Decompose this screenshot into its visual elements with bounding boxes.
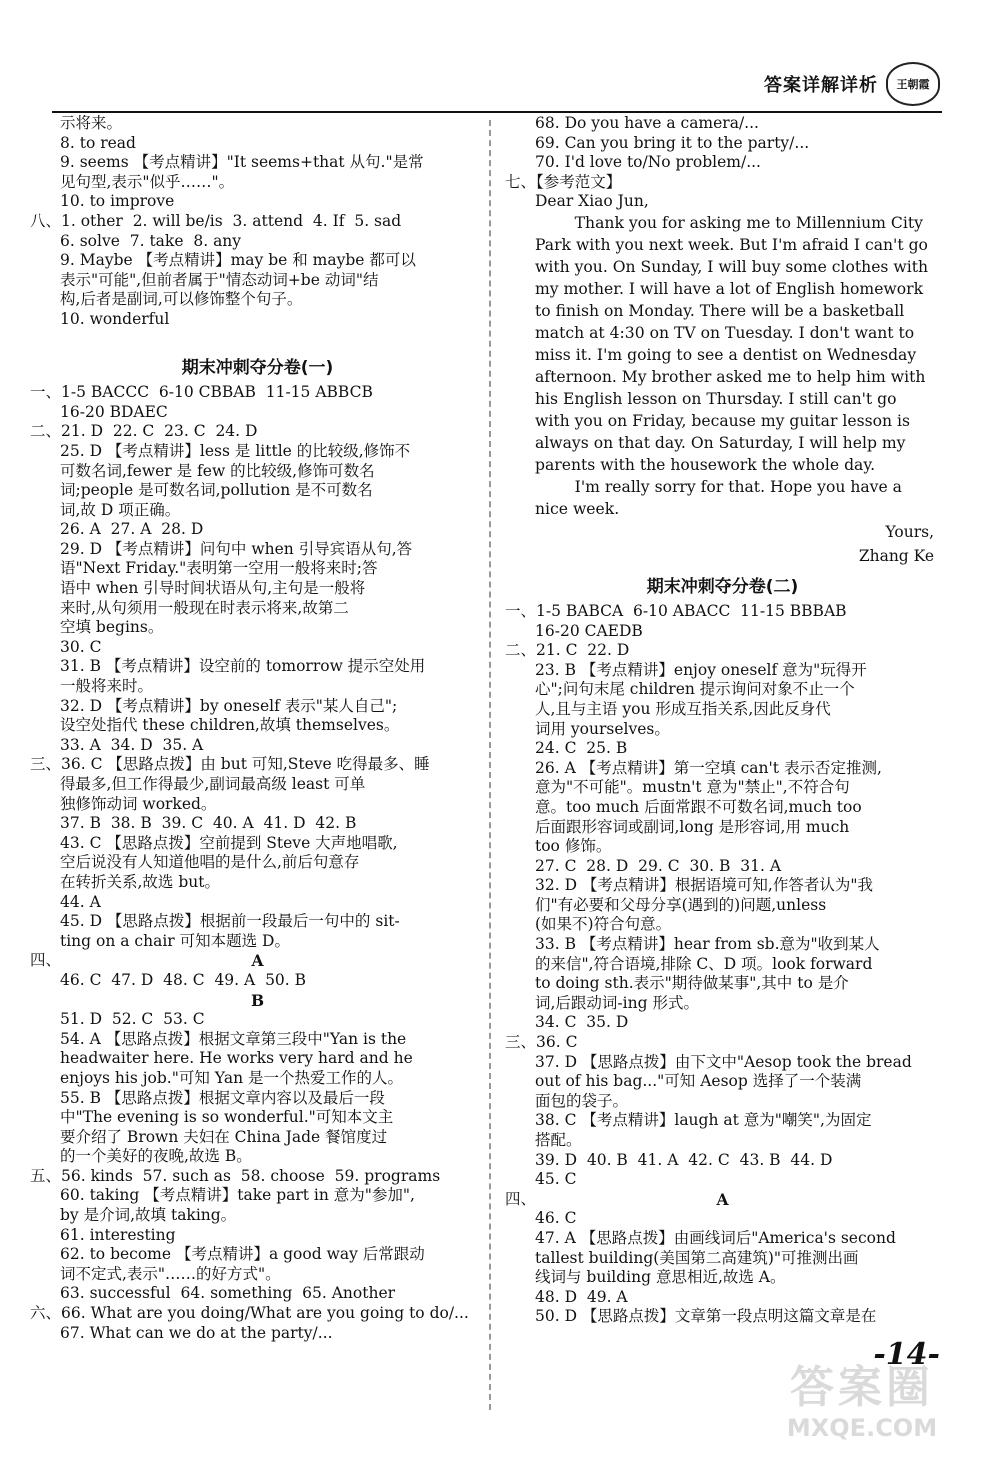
answer-line: 50. D 【思路点拨】文章第一段点明这篇文章是在 [535,1307,877,1326]
answer-line: 63. successful 64. something 65. Another [60,1284,396,1303]
answer-line: 可数名词,fewer 是 few 的比较级,修饰可数名 [60,461,375,480]
answer-line: 独修饰动词 worked。 [60,794,217,813]
answer-text: 四、 [30,951,62,970]
section-heading: 期末冲刺夺分卷(一) [181,358,334,379]
answer-line: Dear Xiao Jun, [535,192,649,211]
essay-line: miss it. I'm going to see a dentist on Wednesday [535,345,917,364]
answer-line: 60. taking 【考点精讲】take part in 意为"参加", [60,1186,415,1205]
answer-line: 示将来。 [60,114,123,132]
answer-line: 46. C [535,1209,577,1228]
answer-line: 得最多,但工作得最少,副词最高级 least 可单 [60,775,366,793]
answer-line: 8. to read [60,133,136,152]
answer-line: 面包的袋子。 [535,1091,629,1110]
essay-line: his English lesson on Thursday. I still can't go [535,389,897,408]
answer-line: 表示"可能",但前者属于"情态动词+be 动词"结 [60,270,379,289]
answer-line: 二、21. D 22. C 23. C 24. D [30,422,258,441]
answer-line: 10. to improve [60,192,175,211]
watermark-text: 答案圈 [790,1362,934,1413]
answer-line: 们"有必要和父母分享(遇到的)问题,unless [535,895,827,914]
answer-line: 八、1. other 2. will be/is 3. attend 4. If 5. sad [30,211,402,230]
answer-line: 47. A 【思路点拨】由画线词后"America's second [535,1228,896,1247]
answer-line: by 是介词,故填 taking。 [60,1206,237,1225]
page-number: -14- [873,1337,940,1372]
answer-line: 中"The evening is so wonderful."可知本文主 [60,1108,394,1127]
answer-line: out of his bag..."可知 Aesop 选择了一个装满 [535,1072,862,1091]
answer-line: 16-20 BDAEC [60,402,168,421]
answer-line: 意为"不可能"。mustn't 意为"禁止",不符合句 [535,778,850,797]
answer-line: 37. D 【思路点拨】由下文中"Aesop took the bread [535,1052,912,1071]
answer-line: enjoys his job."可知 Yan 是一个热爱工作的人。 [60,1068,403,1087]
answer-line: 设空处指代 these children,故填 themselves。 [60,716,400,735]
answer-line: 24. C 25. B [535,739,628,758]
answer-line: 七、【参考范文】 [505,172,622,191]
answer-line: 31. B 【考点精讲】设空前的 tomorrow 提示空处用 [60,657,426,676]
answer-line: 9. seems 【考点精讲】"It seems+that 从句."是常 [60,153,424,172]
section-heading: 期末冲刺夺分卷(二) [646,576,799,597]
answer-line: 见句型,表示"似乎……"。 [60,172,235,191]
essay-line: Park with you next week. But I'm afraid I can't go [535,235,928,254]
answer-line: 人,且与主语 you 形成互指关系,因此反身代 [535,699,831,718]
answer-line: headwaiter here. He works very hard and he [60,1049,413,1068]
essay-line: my mother. I will have a lot of English homework [535,279,924,298]
answer-line: 三、36. C [505,1033,578,1052]
answer-line: 38. C 【考点精讲】laugh at 意为"嘲笑",为固定 [535,1111,872,1130]
answer-line: 来时,从句须用一般现在时表示将来,故第二 [60,598,349,617]
answer-line: 词,后跟动词-ing 形式。 [535,993,699,1012]
answer-line: 54. A 【思路点拨】根据文章第三段中"Yan is the [60,1029,407,1048]
essay-line: parents with the housework the whole day. [535,455,876,474]
answer-line: 空后说没有人知道他唱的是什么,前后句意存 [60,853,360,872]
answer-line: 32. D 【考点精讲】根据语境可知,作答者认为"我 [535,876,873,895]
answer-line: 39. D 40. B 41. A 42. C 43. B 44. D [535,1150,833,1169]
answer-line: 一般将来时。 [60,677,154,696]
answer-line: 后面跟形容词或副词,long 是形容词,用 much [535,817,850,836]
answer-line: 9. Maybe 【考点精讲】may be 和 maybe 都可以 [60,251,416,270]
answer-line: 44. A [60,892,101,911]
page-header [764,62,940,106]
answer-line: 43. C 【思路点拨】空前提到 Steve 大声地唱歌, [60,833,398,852]
essay-line: I'm really sorry for that. Hope you have a [535,477,902,496]
answer-line: 61. interesting [60,1225,176,1244]
answer-line: 25. D 【考点精讲】less 是 little 的比较级,修饰不 [60,441,411,460]
answer-line: 空填 begins。 [60,618,164,637]
answer-line [30,330,485,350]
essay-line: match at 4:30 on TV on Tuesday. I don't want to [535,323,915,342]
answer-line: 45. C [535,1170,577,1189]
answer-line: 33. A 34. D 35. A [60,735,204,754]
answer-line: 62. to become 【考点精讲】a good way 后常跟动 [60,1245,425,1264]
answer-line: 6. solve 7. take 8. any [60,231,242,250]
model-essay [505,212,940,520]
answer-line [30,951,485,971]
answer-line: 10. wonderful [60,309,170,328]
right-column [505,114,940,1327]
answer-text: 四、 [505,1189,537,1208]
passage-label: B [250,990,265,1010]
answer-line: 23. B 【考点精讲】enjoy oneself 意为"玩得开 [535,660,867,679]
answer-line: ting on a chair 可知本题选 D。 [60,931,290,950]
passage-label: A [251,951,264,971]
essay-line: to finish on Monday. There will be a basketball [535,301,905,320]
answer-line: 构,后者是副词,可以修饰整个句子。 [60,290,303,309]
essay-line: always on that day. On Saturday, I will help my [535,433,906,452]
passage-label: A [716,1189,729,1209]
answer-line: 70. I'd love to/No problem/... [535,153,761,172]
essay-line: nice week. [535,499,620,518]
answer-line: 五、56. kinds 57. such as 58. choose 59. programs [30,1166,441,1185]
answer-line: 词;people 是可数名词,pollution 是不可数名 [60,481,373,500]
answer-line: 32. D 【考点精讲】by oneself 表示"某人自己"; [60,696,398,715]
answer-line: 的一个美好的夜晚,故选 B。 [60,1147,252,1166]
answer-line: 意。too much 后面常跟不可数名词,much too [535,797,862,816]
answer-line: 30. C [60,637,102,656]
essay-line: Thank you for asking me to Millennium City [535,213,923,232]
answer-line: 26. A 27. A 28. D [60,520,204,539]
answer-line: 67. What can we do at the party/... [60,1323,333,1342]
header-title: 答案详解详析 [764,75,878,96]
answer-line: 48. D 49. A [535,1287,628,1306]
answer-line: 心";问句末尾 children 提示询问对象不止一个 [535,680,855,699]
answer-line: 二、21. C 22. D [505,641,630,660]
essay-signature: Zhang Ke [858,546,934,565]
answer-line: 34. C 35. D [535,1013,629,1032]
answer-line: 六、66. What are you doing/What are you going to do/... [30,1304,469,1323]
answer-line: 一、1-5 BABCA 6-10 ABACC 11-15 BBBAB [505,601,847,620]
answer-line: 语"Next Friday."表明第一空用一般将来时;答 [60,559,378,578]
essay-line: with you. On Sunday, I will buy some clothes with [535,257,929,276]
answer-line: 语中 when 引导时间状语从句,主句是一般将 [60,579,366,598]
right-column-bottom [505,574,940,1327]
answer-line: 27. C 28. D 29. C 30. B 31. A [535,856,782,875]
column-divider [489,120,491,1410]
essay-closing: Yours, [885,522,934,541]
left-column [30,114,485,1343]
answer-line: (如果不)符合句意。 [535,915,672,934]
answer-line: 16-20 CAEDB [535,621,643,640]
answer-line: 46. C 47. D 48. C 49. A 50. B [60,970,307,989]
answer-line [505,1190,940,1210]
watermark-url: MXQE.COM [786,1414,938,1442]
answer-line: 26. A 【考点精讲】第一空填 can't 表示否定推测, [535,758,882,777]
answer-line: 69. Can you bring it to the party/... [535,133,810,152]
answer-line: 37. B 38. B 39. C 40. A 41. D 42. B [60,814,357,833]
answer-line: 一、1-5 BACCC 6-10 CBBAB 11-15 ABBCB [30,383,373,402]
essay-line: afternoon. My brother asked me to help him with [535,367,926,386]
answer-line: 三、36. C 【思路点拨】由 but 可知,Steve 吃得最多、睡 [30,755,430,774]
right-column-top [505,114,940,212]
answer-line: 55. B 【思路点拨】根据文章内容以及最后一段 [60,1088,385,1107]
answer-line: 45. D 【思路点拨】根据前一段最后一句中的 sit- [60,912,400,931]
essay-line: with you on Friday, because my guitar lesson is [535,411,910,430]
answer-line: 词不定式,表示"……的好方式"。 [60,1264,281,1283]
answer-line: 在转折关系,故选 but。 [60,872,220,891]
answer-line: to doing sth.表示"期待做某事",其中 to 是介 [535,974,849,993]
answer-line: 68. Do you have a camera/... [535,114,759,132]
answer-line: 线词与 building 意思相近,故选 A。 [535,1268,786,1287]
header-rule [52,111,942,113]
publisher-logo: 王朝霞 [886,62,940,106]
answer-line: 的来信",符合语境,排除 C、D 项。look forward [535,954,873,973]
watermark [752,1362,972,1452]
answer-line: 搭配。 [535,1131,582,1149]
answer-line: too 修饰。 [535,837,612,856]
answer-line: 29. D 【考点精讲】问句中 when 引导宾语从句,答 [60,539,413,558]
answer-line: 词用 yourselves。 [535,719,670,738]
answer-line: 要介绍了 Brown 夫妇在 China Jade 餐馆度过 [60,1127,388,1146]
answer-line: 词,故 D 项正确。 [60,500,181,519]
answer-line: 33. B 【考点精讲】hear from sb.意为"收到某人 [535,935,880,954]
answer-line: 51. D 52. C 53. C [60,1010,205,1029]
answer-line: tallest building(美国第二高建筑)"可推测出画 [535,1248,859,1267]
